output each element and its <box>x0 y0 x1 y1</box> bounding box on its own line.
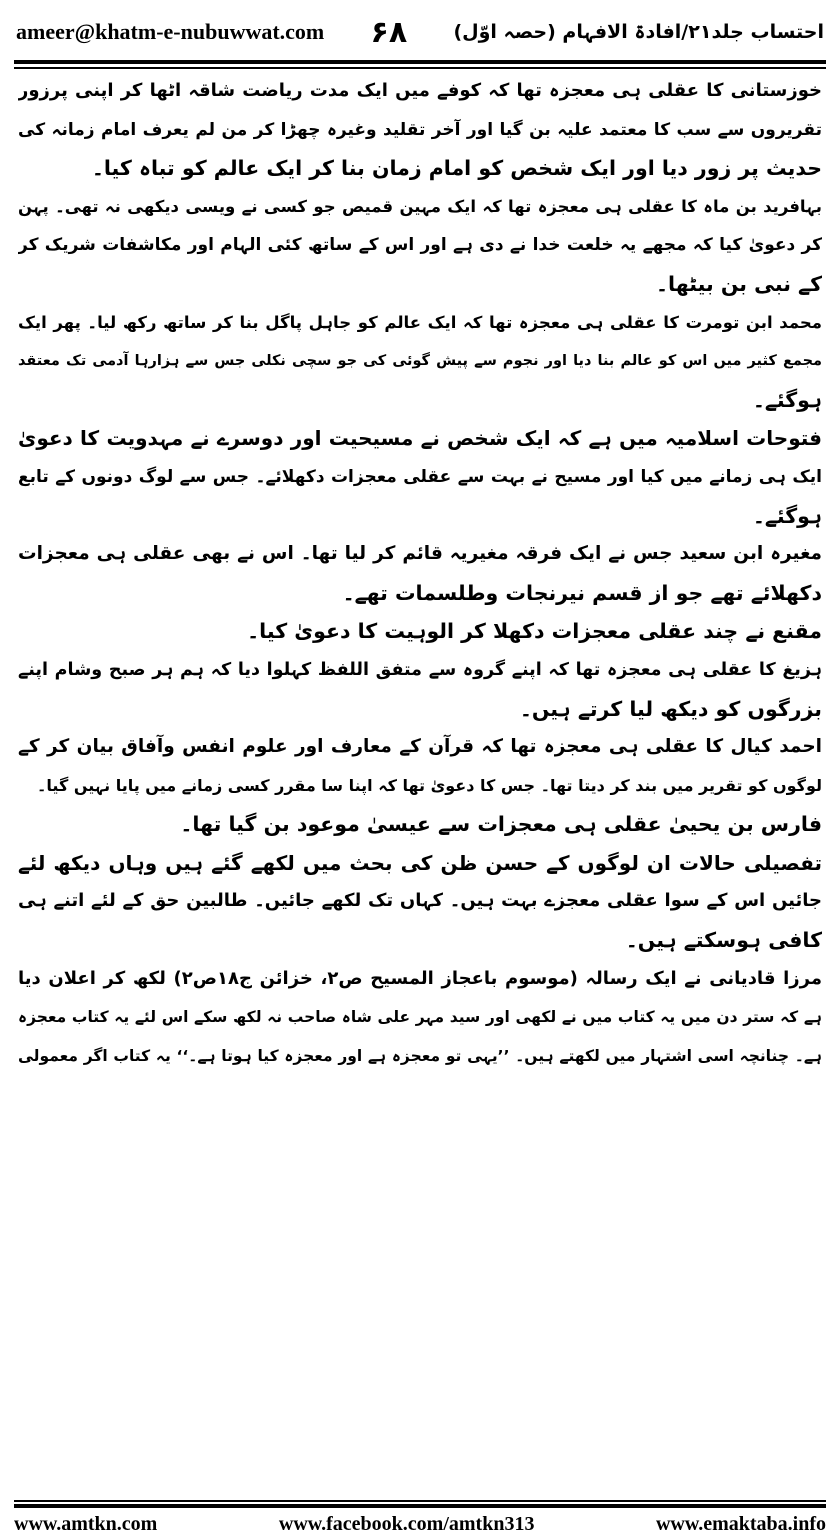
header-email: ameer@khatm-e-nubuwwat.com <box>16 19 325 44</box>
page-footer <box>14 1510 826 1538</box>
text-line: مقنع نے چند عقلی معجزات دکھلا کر الوہیت کا دعویٰ کیا۔ <box>247 619 822 644</box>
text-line: تفصیلی حالات ان لوگوں کے حسن ظن کی بحث میں لکھے گئے ہیں وہاں دیکھ لئے <box>18 850 822 875</box>
text-line: احمد کیال کا عقلی ہی معجزہ تھا کہ قرآن کے معارف اور علوم انفس وآفاق بیان کر کے <box>18 736 822 758</box>
text-line: جائیں اس کے سوا عقلی معجزے بہت ہیں۔ کہاں تک لکھے جائیں۔ طالبین حق کے لئے اتنے ہی <box>18 890 822 912</box>
header-rule-thick <box>14 60 826 64</box>
footer-rule-thin <box>14 1500 826 1502</box>
text-line: لوگوں کو تقریر میں بند کر دیتا تھا۔ جس کا دعویٰ تھا کہ اپنا سا مقرر کسی زمانے میں پایا نہیں گیا۔ <box>37 775 822 795</box>
footer-rule-thick <box>14 1504 826 1508</box>
text-line: فارس بن یحییٰ عقلی ہی معجزات سے عیسیٰ موعود بن گیا تھا۔ <box>180 812 822 837</box>
text-line: محمد ابن تومرت کا عقلی ہی معجزہ تھا کہ ایک عالم کو جاہل پاگل بنا کر ساتھ رکھ لیا۔ پھر ایک <box>18 312 822 332</box>
text-line: حدیث پر زور دیا اور ایک شخص کو امام زمان بنا کر ایک عالم کو تباہ کیا۔ <box>91 156 822 181</box>
text-line: ہوگئے۔ <box>752 387 822 412</box>
text-line: کافی ہوسکتے ہیں۔ <box>625 928 822 953</box>
text-line: بہافرید بن ماہ کا عقلی ہی معجزہ تھا کہ ایک مہین قمیص جو کسی نے ویسی دیکھی نہ تھی۔ پہن <box>18 196 822 216</box>
text-line: ایک ہی زمانے میں کیا اور مسیح نے بہت سے عقلی معجزات دکھلائے۔ جس سے لوگ دونوں کے تابع <box>18 466 822 487</box>
text-line: فتوحات اسلامیہ میں ہے کہ ایک شخص نے مسیحیت اور دوسرے نے مہدویت کا دعویٰ <box>18 426 822 451</box>
footer-link-facebook[interactable]: www.facebook.com/amtkn313 <box>278 1512 535 1535</box>
text-line: ہے۔ چنانچہ اسی اشتہار میں لکھتے ہیں۔ ’’یہی تو معجزہ ہے اور معجزہ کیا ہوتا ہے۔‘‘ یہ کتاب اگر معمولی <box>18 1046 822 1065</box>
text-line: کر دعویٰ کیا کہ مجھے یہ خلعت خدا نے دی ہے اور اس کے ساتھ کئی الہام اور مکاشفات شریک کر <box>18 235 822 256</box>
book-title: احتساب جلد۲۱/افادۃ الافہام (حصہ اوّل) <box>453 21 824 43</box>
footer-link-amtkn[interactable]: www.amtkn.com <box>14 1512 158 1535</box>
text-line: بزرگوں کو دیکھ لیا کرتے ہیں۔ <box>519 696 822 721</box>
header-rule-thin <box>14 67 826 69</box>
page-number: ۶۸ <box>370 14 408 50</box>
footer-link-emaktaba[interactable]: www.emaktaba.info <box>655 1512 826 1535</box>
text-line: ہوگئے۔ <box>752 503 822 528</box>
text-line: مرزا قادیانی نے ایک رسالہ (موسوم باعجاز المسیح ص۲، خزائن ج۱۸ص۲) لکھ کر اعلان دیا <box>18 967 822 989</box>
text-line: مغیرہ ابن سعید جس نے ایک فرقہ مغیریہ قائم کر لیا تھا۔ اس نے بھی عقلی ہی معجزات <box>18 543 822 565</box>
text-line: ہزیغ کا عقلی ہی معجزہ تھا کہ اپنے گروہ سے متفق اللفظ کہلوا دیا کہ ہم ہر صبح وشام اپنے <box>18 659 822 680</box>
text-line: مجمع کثیر میں اس کو عالم بنا دیا اور نجوم سے پیش گوئی کی جو سچی نکلی جس سے ہزارہا آدمی تک معتقد <box>18 353 822 370</box>
text-line: کے نبی بن بیٹھا۔ <box>656 271 822 296</box>
text-line: خوزستانی کا عقلی ہی معجزہ تھا کہ کوفے میں ایک مدت ریاضت شاقہ اٹھا کر اپنی پرزور <box>18 80 822 101</box>
text-line: تقریروں سے سب کا معتمد علیہ بن گیا اور آخر تقلید وغیرہ چھڑا کر من لم یعرف امام زمانہ کی <box>18 119 822 140</box>
body-text <box>18 72 822 1075</box>
page-header <box>16 12 824 52</box>
text-line: ہے کہ ستر دن میں یہ کتاب میں نے لکھی اور سید مہر علی شاہ صاحب نہ لکھ سکے اس لئے یہ کتاب معجزہ <box>18 1008 822 1027</box>
text-line: دکھلائے تھے جو از قسم نیرنجات وطلسمات تھے۔ <box>342 580 822 605</box>
